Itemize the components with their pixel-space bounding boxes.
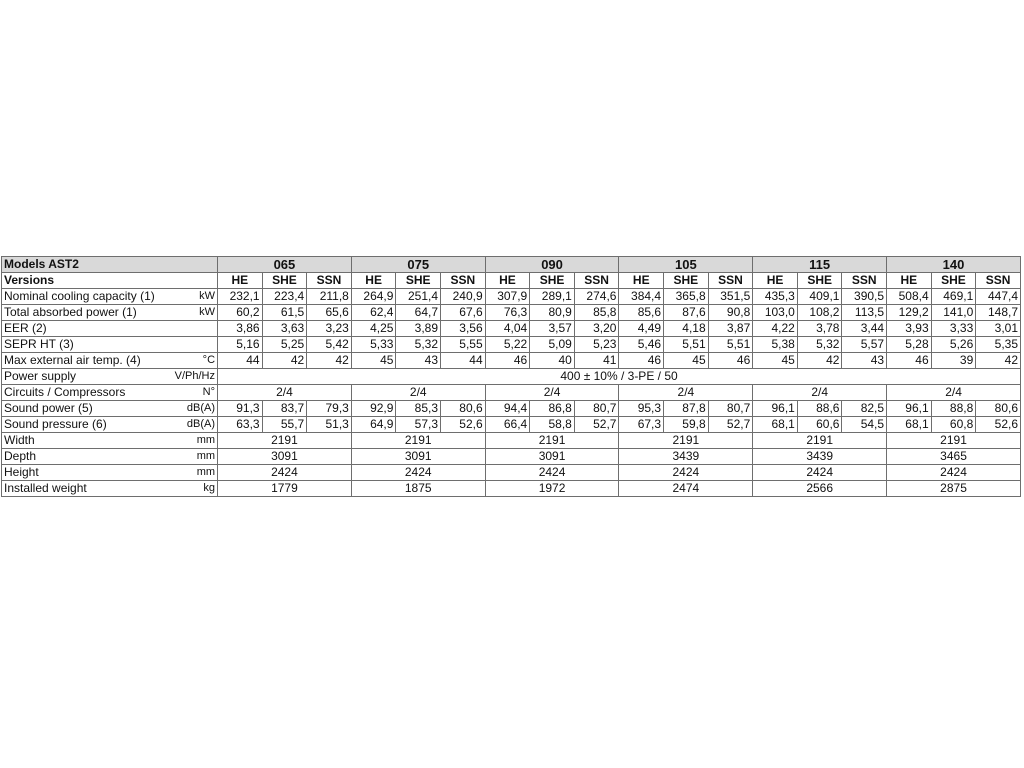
table-cell: 68,1 xyxy=(887,417,932,433)
table-cell: 307,9 xyxy=(485,289,530,305)
table-cell: 85,6 xyxy=(619,305,664,321)
table-cell: 2191 xyxy=(619,433,753,449)
table-cell: 39 xyxy=(931,353,976,369)
table-cell: 80,9 xyxy=(530,305,575,321)
row-label: Nominal cooling capacity (1) xyxy=(4,289,155,303)
table-cell: 384,4 xyxy=(619,289,664,305)
table-cell: 87,6 xyxy=(664,305,709,321)
table-cell: 67,3 xyxy=(619,417,664,433)
table-cell: 5,32 xyxy=(797,337,842,353)
table-row xyxy=(2,417,1021,433)
table-cell: 44 xyxy=(218,353,263,369)
row-label: SEPR HT (3) xyxy=(4,337,74,351)
table-cell: 3,56 xyxy=(441,321,486,337)
table-cell: 80,7 xyxy=(708,401,753,417)
table-cell: 96,1 xyxy=(887,401,932,417)
table-cell: 2191 xyxy=(753,433,887,449)
model-header: 075 xyxy=(351,257,485,273)
table-cell: 57,3 xyxy=(396,417,441,433)
row-unit: mm xyxy=(196,466,216,478)
row-label: Sound pressure (6) xyxy=(4,417,107,431)
table-cell: 60,6 xyxy=(797,417,842,433)
table-cell: 5,57 xyxy=(842,337,887,353)
table-cell: 67,6 xyxy=(441,305,486,321)
row-label: Width xyxy=(4,433,35,447)
row-label-cell xyxy=(2,305,218,321)
table-cell: 2/4 xyxy=(619,385,753,401)
version-header: SHE xyxy=(396,273,441,289)
table-cell: 44 xyxy=(441,353,486,369)
model-header: 140 xyxy=(887,257,1021,273)
table-cell: 4,25 xyxy=(351,321,396,337)
table-cell: 87,8 xyxy=(664,401,709,417)
row-label-cell xyxy=(2,289,218,305)
table-row xyxy=(2,449,1021,465)
table-cell: 3,93 xyxy=(887,321,932,337)
row-label: Depth xyxy=(4,449,37,463)
table-cell: 60,2 xyxy=(218,305,263,321)
row-unit: V/Ph/Hz xyxy=(174,370,216,382)
versions-row xyxy=(2,273,1021,289)
table-row xyxy=(2,369,1021,385)
table-cell: 5,23 xyxy=(574,337,619,353)
row-label-cell xyxy=(2,321,218,337)
row-label: Total absorbed power (1) xyxy=(4,305,137,319)
spec-table xyxy=(1,256,1021,497)
version-header: HE xyxy=(218,273,263,289)
table-cell: 68,1 xyxy=(753,417,798,433)
row-label-cell xyxy=(2,433,218,449)
table-cell: 66,4 xyxy=(485,417,530,433)
table-cell: 64,7 xyxy=(396,305,441,321)
version-header: HE xyxy=(351,273,396,289)
table-cell: 82,5 xyxy=(842,401,887,417)
table-cell: 3465 xyxy=(887,449,1021,465)
versions-label: Versions xyxy=(2,273,218,289)
table-cell: 3,57 xyxy=(530,321,575,337)
version-header: SSN xyxy=(441,273,486,289)
table-cell: 83,7 xyxy=(262,401,307,417)
table-cell: 42 xyxy=(797,353,842,369)
table-cell: 4,49 xyxy=(619,321,664,337)
table-cell: 1875 xyxy=(351,481,485,497)
table-cell: 42 xyxy=(262,353,307,369)
table-cell: 141,0 xyxy=(931,305,976,321)
table-cell: 409,1 xyxy=(797,289,842,305)
table-cell: 86,8 xyxy=(530,401,575,417)
row-unit: kW xyxy=(199,306,216,318)
table-cell: 2424 xyxy=(619,465,753,481)
row-label: Circuits / Compressors xyxy=(4,385,126,399)
table-cell: 5,46 xyxy=(619,337,664,353)
table-cell: 2424 xyxy=(753,465,887,481)
row-unit: kW xyxy=(199,290,216,302)
table-cell: 4,18 xyxy=(664,321,709,337)
table-cell: 3,20 xyxy=(574,321,619,337)
table-cell: 113,5 xyxy=(842,305,887,321)
table-cell: 2/4 xyxy=(485,385,619,401)
table-cell: 274,6 xyxy=(574,289,619,305)
table-cell: 63,3 xyxy=(218,417,263,433)
table-cell: 2/4 xyxy=(753,385,887,401)
row-label-cell xyxy=(2,337,218,353)
table-cell: 52,6 xyxy=(976,417,1021,433)
table-cell: 85,3 xyxy=(396,401,441,417)
table-cell: 42 xyxy=(307,353,352,369)
table-cell: 5,42 xyxy=(307,337,352,353)
row-label: Sound power (5) xyxy=(4,401,93,415)
table-cell: 43 xyxy=(396,353,441,369)
table-cell: 2191 xyxy=(485,433,619,449)
row-label: Max external air temp. (4) xyxy=(4,353,141,367)
table-cell: 90,8 xyxy=(708,305,753,321)
version-header: HE xyxy=(485,273,530,289)
table-cell: 508,4 xyxy=(887,289,932,305)
row-label: Height xyxy=(4,465,39,479)
table-cell: 390,5 xyxy=(842,289,887,305)
row-unit: dB(A) xyxy=(186,418,216,430)
table-cell: 61,5 xyxy=(262,305,307,321)
table-cell: 5,35 xyxy=(976,337,1021,353)
table-cell: 251,4 xyxy=(396,289,441,305)
table-cell: 65,6 xyxy=(307,305,352,321)
table-cell: 58,8 xyxy=(530,417,575,433)
table-cell: 2/4 xyxy=(887,385,1021,401)
row-label-cell xyxy=(2,449,218,465)
row-label: EER (2) xyxy=(4,321,47,335)
version-header: SSN xyxy=(708,273,753,289)
table-cell: 4,04 xyxy=(485,321,530,337)
table-row xyxy=(2,321,1021,337)
table-cell: 51,3 xyxy=(307,417,352,433)
table-row xyxy=(2,353,1021,369)
table-cell: 52,6 xyxy=(441,417,486,433)
table-row xyxy=(2,385,1021,401)
table-cell: 5,16 xyxy=(218,337,263,353)
row-unit: °C xyxy=(202,354,216,366)
table-cell: 232,1 xyxy=(218,289,263,305)
table-cell: 46 xyxy=(887,353,932,369)
version-header: SSN xyxy=(976,273,1021,289)
table-cell: 64,9 xyxy=(351,417,396,433)
table-cell: 351,5 xyxy=(708,289,753,305)
table-cell: 96,1 xyxy=(753,401,798,417)
table-cell: 5,25 xyxy=(262,337,307,353)
table-cell: 2424 xyxy=(351,465,485,481)
table-cell: 91,3 xyxy=(218,401,263,417)
table-cell: 80,7 xyxy=(574,401,619,417)
table-cell: 2191 xyxy=(887,433,1021,449)
row-label-cell xyxy=(2,401,218,417)
table-cell: 5,51 xyxy=(664,337,709,353)
table-cell: 92,9 xyxy=(351,401,396,417)
table-cell: 46 xyxy=(708,353,753,369)
table-cell: 52,7 xyxy=(574,417,619,433)
table-cell: 42 xyxy=(976,353,1021,369)
row-label-cell xyxy=(2,369,218,385)
table-cell: 43 xyxy=(842,353,887,369)
version-header: SSN xyxy=(574,273,619,289)
table-cell: 80,6 xyxy=(441,401,486,417)
table-cell: 447,4 xyxy=(976,289,1021,305)
table-cell: 5,09 xyxy=(530,337,575,353)
table-cell: 3439 xyxy=(619,449,753,465)
table-cell: 60,8 xyxy=(931,417,976,433)
table-cell: 94,4 xyxy=(485,401,530,417)
version-header: SHE xyxy=(530,273,575,289)
row-unit: kg xyxy=(203,482,216,494)
spec-table-body xyxy=(2,257,1021,497)
table-cell: 46 xyxy=(485,353,530,369)
table-cell: 148,7 xyxy=(976,305,1021,321)
table-cell: 3,63 xyxy=(262,321,307,337)
table-cell: 211,8 xyxy=(307,289,352,305)
table-row xyxy=(2,337,1021,353)
table-cell: 55,7 xyxy=(262,417,307,433)
table-cell: 289,1 xyxy=(530,289,575,305)
table-cell: 88,6 xyxy=(797,401,842,417)
table-cell: 129,2 xyxy=(887,305,932,321)
table-cell: 5,51 xyxy=(708,337,753,353)
table-cell: 103,0 xyxy=(753,305,798,321)
table-cell: 1972 xyxy=(485,481,619,497)
table-cell: 5,32 xyxy=(396,337,441,353)
version-header: SSN xyxy=(842,273,887,289)
table-cell: 45 xyxy=(351,353,396,369)
table-cell: 469,1 xyxy=(931,289,976,305)
table-cell: 3,01 xyxy=(976,321,1021,337)
model-header: 105 xyxy=(619,257,753,273)
row-label: Power supply xyxy=(4,369,77,383)
table-cell: 264,9 xyxy=(351,289,396,305)
row-label-cell xyxy=(2,417,218,433)
table-cell: 1779 xyxy=(218,481,352,497)
table-row xyxy=(2,401,1021,417)
table-cell: 52,7 xyxy=(708,417,753,433)
table-cell: 435,3 xyxy=(753,289,798,305)
table-cell: 240,9 xyxy=(441,289,486,305)
table-cell: 88,8 xyxy=(931,401,976,417)
table-cell: 5,28 xyxy=(887,337,932,353)
table-row xyxy=(2,465,1021,481)
version-header: SHE xyxy=(664,273,709,289)
table-cell: 3,86 xyxy=(218,321,263,337)
table-cell: 3,23 xyxy=(307,321,352,337)
table-cell: 2875 xyxy=(887,481,1021,497)
table-cell: 54,5 xyxy=(842,417,887,433)
table-cell: 5,33 xyxy=(351,337,396,353)
row-label-cell xyxy=(2,385,218,401)
models-label: Models AST2 xyxy=(2,257,218,273)
table-cell: 62,4 xyxy=(351,305,396,321)
version-header: HE xyxy=(887,273,932,289)
table-cell: 3091 xyxy=(351,449,485,465)
table-cell: 108,2 xyxy=(797,305,842,321)
version-header: SHE xyxy=(931,273,976,289)
table-cell: 3439 xyxy=(753,449,887,465)
version-header: HE xyxy=(619,273,664,289)
table-cell: 2/4 xyxy=(218,385,352,401)
row-label-cell xyxy=(2,481,218,497)
table-cell: 59,8 xyxy=(664,417,709,433)
table-cell: 3,44 xyxy=(842,321,887,337)
row-unit: mm xyxy=(196,450,216,462)
version-header: HE xyxy=(753,273,798,289)
table-cell: 3,87 xyxy=(708,321,753,337)
row-label-cell xyxy=(2,353,218,369)
table-cell: 95,3 xyxy=(619,401,664,417)
table-cell: 3,89 xyxy=(396,321,441,337)
version-header: SHE xyxy=(797,273,842,289)
table-cell: 400 ± 10% / 3-PE / 50 xyxy=(218,369,1021,385)
version-header: SSN xyxy=(307,273,352,289)
table-cell: 45 xyxy=(664,353,709,369)
table-row xyxy=(2,289,1021,305)
table-cell: 2474 xyxy=(619,481,753,497)
table-row xyxy=(2,481,1021,497)
table-cell: 2/4 xyxy=(351,385,485,401)
table-cell: 365,8 xyxy=(664,289,709,305)
table-cell: 3,33 xyxy=(931,321,976,337)
table-cell: 2191 xyxy=(351,433,485,449)
table-cell: 5,22 xyxy=(485,337,530,353)
table-cell: 3091 xyxy=(485,449,619,465)
table-cell: 2424 xyxy=(218,465,352,481)
table-cell: 76,3 xyxy=(485,305,530,321)
table-cell: 223,4 xyxy=(262,289,307,305)
model-header: 065 xyxy=(218,257,352,273)
table-cell: 41 xyxy=(574,353,619,369)
table-cell: 85,8 xyxy=(574,305,619,321)
row-unit: N° xyxy=(202,386,216,398)
table-cell: 40 xyxy=(530,353,575,369)
table-cell: 45 xyxy=(753,353,798,369)
table-cell: 5,26 xyxy=(931,337,976,353)
table-cell: 3,78 xyxy=(797,321,842,337)
version-header: SHE xyxy=(262,273,307,289)
table-cell: 79,3 xyxy=(307,401,352,417)
table-cell: 4,22 xyxy=(753,321,798,337)
table-cell: 2424 xyxy=(485,465,619,481)
table-row xyxy=(2,433,1021,449)
table-cell: 3091 xyxy=(218,449,352,465)
row-unit: mm xyxy=(196,434,216,446)
row-unit: dB(A) xyxy=(186,402,216,414)
table-cell: 5,38 xyxy=(753,337,798,353)
table-cell: 80,6 xyxy=(976,401,1021,417)
table-cell: 2424 xyxy=(887,465,1021,481)
table-cell: 5,55 xyxy=(441,337,486,353)
row-label-cell xyxy=(2,465,218,481)
models-row xyxy=(2,257,1021,273)
table-row xyxy=(2,305,1021,321)
row-label: Installed weight xyxy=(4,481,87,495)
model-header: 115 xyxy=(753,257,887,273)
table-cell: 46 xyxy=(619,353,664,369)
table-cell: 2566 xyxy=(753,481,887,497)
table-cell: 2191 xyxy=(218,433,352,449)
model-header: 090 xyxy=(485,257,619,273)
